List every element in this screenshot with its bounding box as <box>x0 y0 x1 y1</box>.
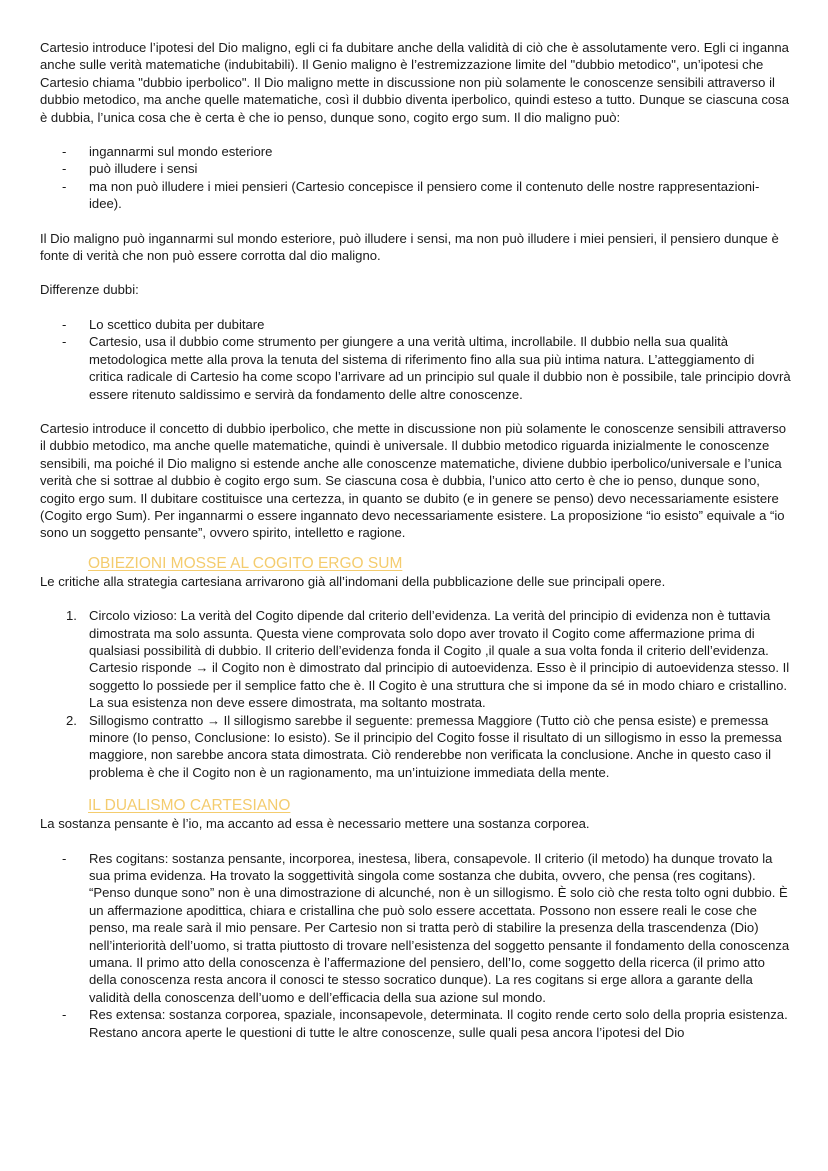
list-item: - Cartesio, usa il dubbio come strumento per giungere a una verità ultima, incrollabile. Il dubbio nella sua qualità metodologica mette alla prova la tenuta del sistema di riferimento fino alla sua più intima natura. L’atteggiamento di critica radicale di Cartesio ha come scopo l’arrivare ad un principio sul quale il dubbio non è possibile, tale principio dovrà essere ritenuto saldissimo e servirà da fondamento delle altre conoscenze. <box>62 334 791 402</box>
dash-bullet: - <box>62 850 67 866</box>
section-heading-dualism: IL DUALISMO CARTESIANO <box>88 797 291 815</box>
list-item: - Res extensa: sostanza corporea, spaziale, inconsapevole, determinata. Il cogito rende certo solo della propria esistenza. Restano ancora aperte le questioni di tutte le altre conoscenze, sulle quali pesa ancora l’ipotesi del Dio <box>62 1007 788 1040</box>
dash-bullet: - <box>62 144 67 160</box>
list-item: - ma non può illudere i miei pensieri (Cartesio concepisce il pensiero come il contenuto delle nostre rappresentazioni-idee). <box>62 178 760 212</box>
dualism-intro: La sostanza pensante è l’io, ma accanto ad essa è necessario mettere una sostanza corporea. <box>40 816 590 832</box>
list-item: - Res cogitans: sostanza pensante, incorporea, inestesa, libera, consapevole. Il criterio (il metodo) ha dunque trovato la sua prima evidenza. Ha trovato la soggettività singola come sostanza che dubita, ovvero, che pensa (res cogitans). “Penso dunque sono” non è una dimostrazione di alcunché, non è un sillogismo. È solo ciò che resta tolto ogni dubbio. È un affermazione apodittica, chiara e cristallina che può solo essere accettata. Possono non essere reali le cose che penso, ma reale sarà il mio pensare. Per Cartesio non si tratta però di stabilire la presenza della trascendenza (Dio) nell’interiorità dell’uomo, si tratta piuttosto di trovare nell’esistenza del soggetto pensante il fondamento della conoscenza umana. Il primo atto della conoscenza è l’affermazione del pensiero, dell’Io, come soggetto della ricerca (il primo atto della conoscenza resta ancora il conosci te stesso socratico dunque). La res cogitans si erge allora a garante della validità della conoscenza dell’uomo e dell’efficacia della sua azione sul mondo. <box>62 850 790 1005</box>
dash-bullet: - <box>62 161 67 177</box>
list-item: - può illudere i sensi <box>62 161 198 177</box>
dio-maligno-summary: Il Dio maligno può ingannarmi sul mondo esteriore, può illudere i sensi, ma non può illudere i miei pensieri, il pensiero dunque è fonte di verità che non può essere corrotta dal dio maligno. <box>40 230 779 264</box>
list-number: 2. <box>66 712 77 728</box>
intro-paragraph: Cartesio introduce l’ipotesi del Dio maligno, egli ci fa dubitare anche della validità di ciò che è assolutamente vero. Egli ci inganna anche sulle verità matematiche (indubitabili). Il Genio maligno è l’estremizzazione limite del "dubbio metodico", un’ipotesi che Cartesio chiama "dubbio iperbolico". Il Dio maligno mette in discussione non più solamente le conoscenze sensibili attraverso il dubbio metodico, ma anche quelle matematiche, così il dubbio diventa iperbolico, quindi esteso a tutto. Dunque se ciascuna cosa è dubbia, l’unica cosa che è certa è che io penso, dunque sono, cogito ergo sum. Il dio maligno può: <box>40 40 789 125</box>
document-page <box>40 39 792 1058</box>
dio-maligno-list <box>40 143 792 213</box>
list-item: 2. Sillogismo contratto → Il sillogismo sarebbe il seguente: premessa Maggiore (Tutto ciò che pensa esiste) e premessa minore (Io penso, Conclusione: Io esisto). Se il principio del Cogito fosse il risultato di un sillogismo in esso la premessa maggiore, non sarebbe ancora stata dimostrata. Ciò renderebbe non verificata la conclusione. Anche in questo caso il problema è che il Cogito non è un ragionamento, ma un’intuizione immediata della mente. <box>66 712 782 780</box>
list-item: 1. Circolo vizioso: La verità del Cogito dipende dal criterio dell’evidenza. La verità del principio di evidenza non è tuttavia dimostrata ma solo assunta. Questa viene comprovata solo dopo aver trovato il Cogito come affermazione prima di qualsiasi possibilità di dubbio. Il criterio dell’evidenza fonda il Cogito ,il quale a sua volta fonda il criterio dell’evidenza. Cartesio risponde → il Cogito non è dimostrato dal principio di autoevidenza. Esso è il principio di autoevidenza stesso. Il soggetto lo possiede per il semplice fatto che è. Il Cogito è una struttura che si impone da sé in modo chiaro e cristallino. La sua esistenza non deve essere dimostrata, ma soltanto mostrata. <box>66 608 790 711</box>
dash-bullet: - <box>62 334 67 350</box>
hyperbolic-doubt-paragraph: Cartesio introduce il concetto di dubbio iperbolico, che mette in discussione non più solamente le conoscenze sensibili attraverso il dubbio metodico, ma anche quelle matematiche, quindi è universale. Il dubbio metodico riguarda inizialmente le conoscenze sensibili, ma poiché il Dio maligno si estende anche alle conoscenze matematiche, diviene dubbio iperbolico/universale e l’unica verità che si sottrae al dubbio è cogito ergo sum. Se ciascuna cosa è dubbia, l’unico atto certo è che io penso, dunque sono, cogito ergo sum. Il dubitare costituisce una certezza, in quanto se dubito (e in genere se penso) devo necessariamente esistere (Cogito ergo Sum). Per ingannarmi o essere ingannato devo necessariamente esistere. La proposizione “io esisto” equivale a “io sono un soggetto pensante”, ovvero spirito, intelletto e ragione. <box>40 420 787 541</box>
dash-bullet: - <box>62 316 67 332</box>
objections-list <box>40 607 792 781</box>
list-item: - Lo scettico dubita per dubitare <box>62 316 265 332</box>
differences-list <box>40 316 792 403</box>
list-number: 1. <box>66 608 77 624</box>
dualism-list <box>40 850 792 1041</box>
differences-label: Differenze dubbi: <box>40 282 139 298</box>
dash-bullet: - <box>62 1007 67 1023</box>
objections-intro: Le critiche alla strategia cartesiana arrivarono già all’indomani della pubblicazione delle sue principali opere. <box>40 573 666 589</box>
dash-bullet: - <box>62 178 67 194</box>
section-heading-objections: OBIEZIONI MOSSE AL COGITO ERGO SUM <box>88 554 403 572</box>
list-item: - ingannarmi sul mondo esteriore <box>62 144 273 160</box>
